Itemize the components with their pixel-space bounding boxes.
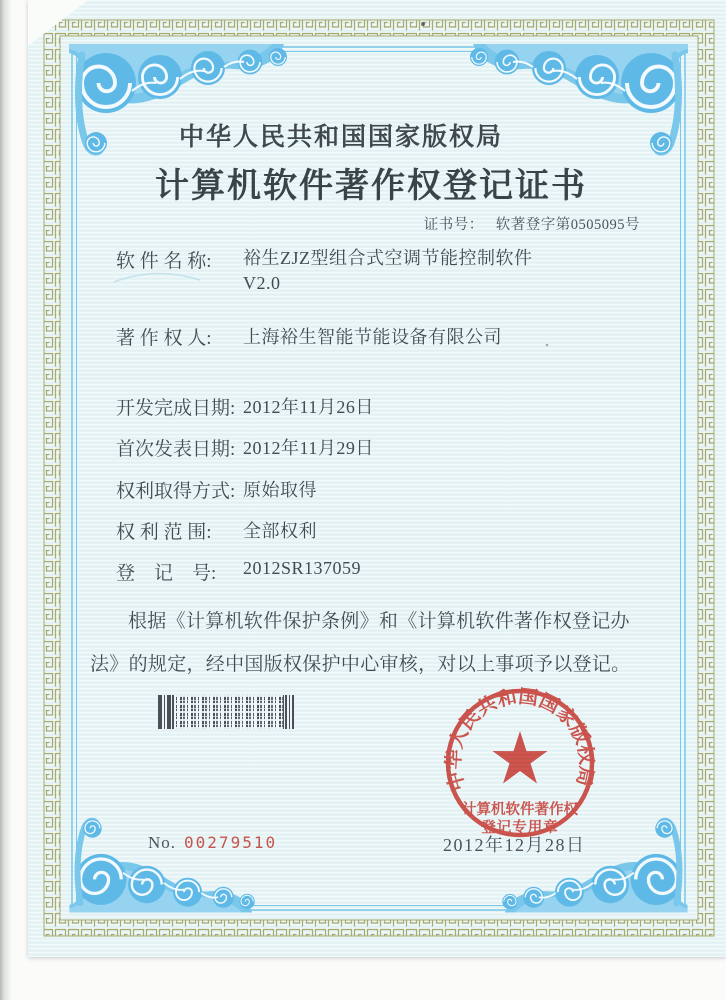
serial-number-line <box>148 833 277 853</box>
field-row-rights-scope <box>116 517 317 544</box>
field-row-completion-date <box>116 393 374 420</box>
software-version: V2.0 <box>243 273 281 293</box>
seal-title-line2: 登记专用章 <box>481 820 559 836</box>
field-label: 开发完成日期: <box>116 398 236 419</box>
field-label: 权利取得方式: <box>116 481 236 502</box>
barcode <box>158 695 294 729</box>
field-row-software-name <box>116 246 533 296</box>
certificate-paper <box>28 0 726 957</box>
serial-prefix: No. <box>148 833 177 852</box>
field-label: 登 记 号: <box>116 563 217 584</box>
certificate-number-line <box>424 213 640 234</box>
authority-name: 中华人民共和国国家版权局 <box>178 124 503 151</box>
registration-statement: 根据《计算机软件保护条例》和《计算机软件著作权登记办法》的规定，经中国版权保护中心审核，对以上事项予以登记。 <box>90 611 631 675</box>
certificate-number-label: 证书号： <box>423 217 484 233</box>
field-label: 权 利 范 围: <box>116 522 212 543</box>
serial-number: 00279510 <box>184 833 278 852</box>
field-value: 上海裕生智能节能设备有限公司 <box>243 327 502 347</box>
field-value <box>243 246 533 296</box>
certificate-number-value: 软著登字第0505095号 <box>495 217 640 233</box>
field-label: 软 件 名 称: <box>116 251 212 272</box>
certificate-title: 计算机软件著作权登记证书 <box>155 168 587 205</box>
field-row-copyright-holder <box>116 323 502 350</box>
seal-star-icon <box>492 731 547 784</box>
field-value: 2012年11月26日 <box>243 397 374 417</box>
field-label: 首次发表日期: <box>116 439 236 460</box>
issue-date: 2012年12月28日 <box>443 835 586 855</box>
field-value: 2012年11月29日 <box>243 438 374 458</box>
field-row-first-publish-date <box>116 434 374 461</box>
field-row-registration-number <box>116 558 361 585</box>
field-value: 全部权利 <box>243 521 317 541</box>
software-name: 裕生ZJZ型组合式空调节能控制软件 <box>243 248 533 268</box>
field-value: 原始取得 <box>243 480 317 500</box>
seal-ring-text: 中华人民共和国国家版权局 <box>443 686 597 794</box>
field-value: 2012SR137059 <box>243 558 362 578</box>
field-row-rights-acquisition <box>116 476 317 503</box>
seal-title-line1: 计算机软件著作权 <box>462 802 578 818</box>
field-label: 著 作 权 人: <box>116 328 212 349</box>
